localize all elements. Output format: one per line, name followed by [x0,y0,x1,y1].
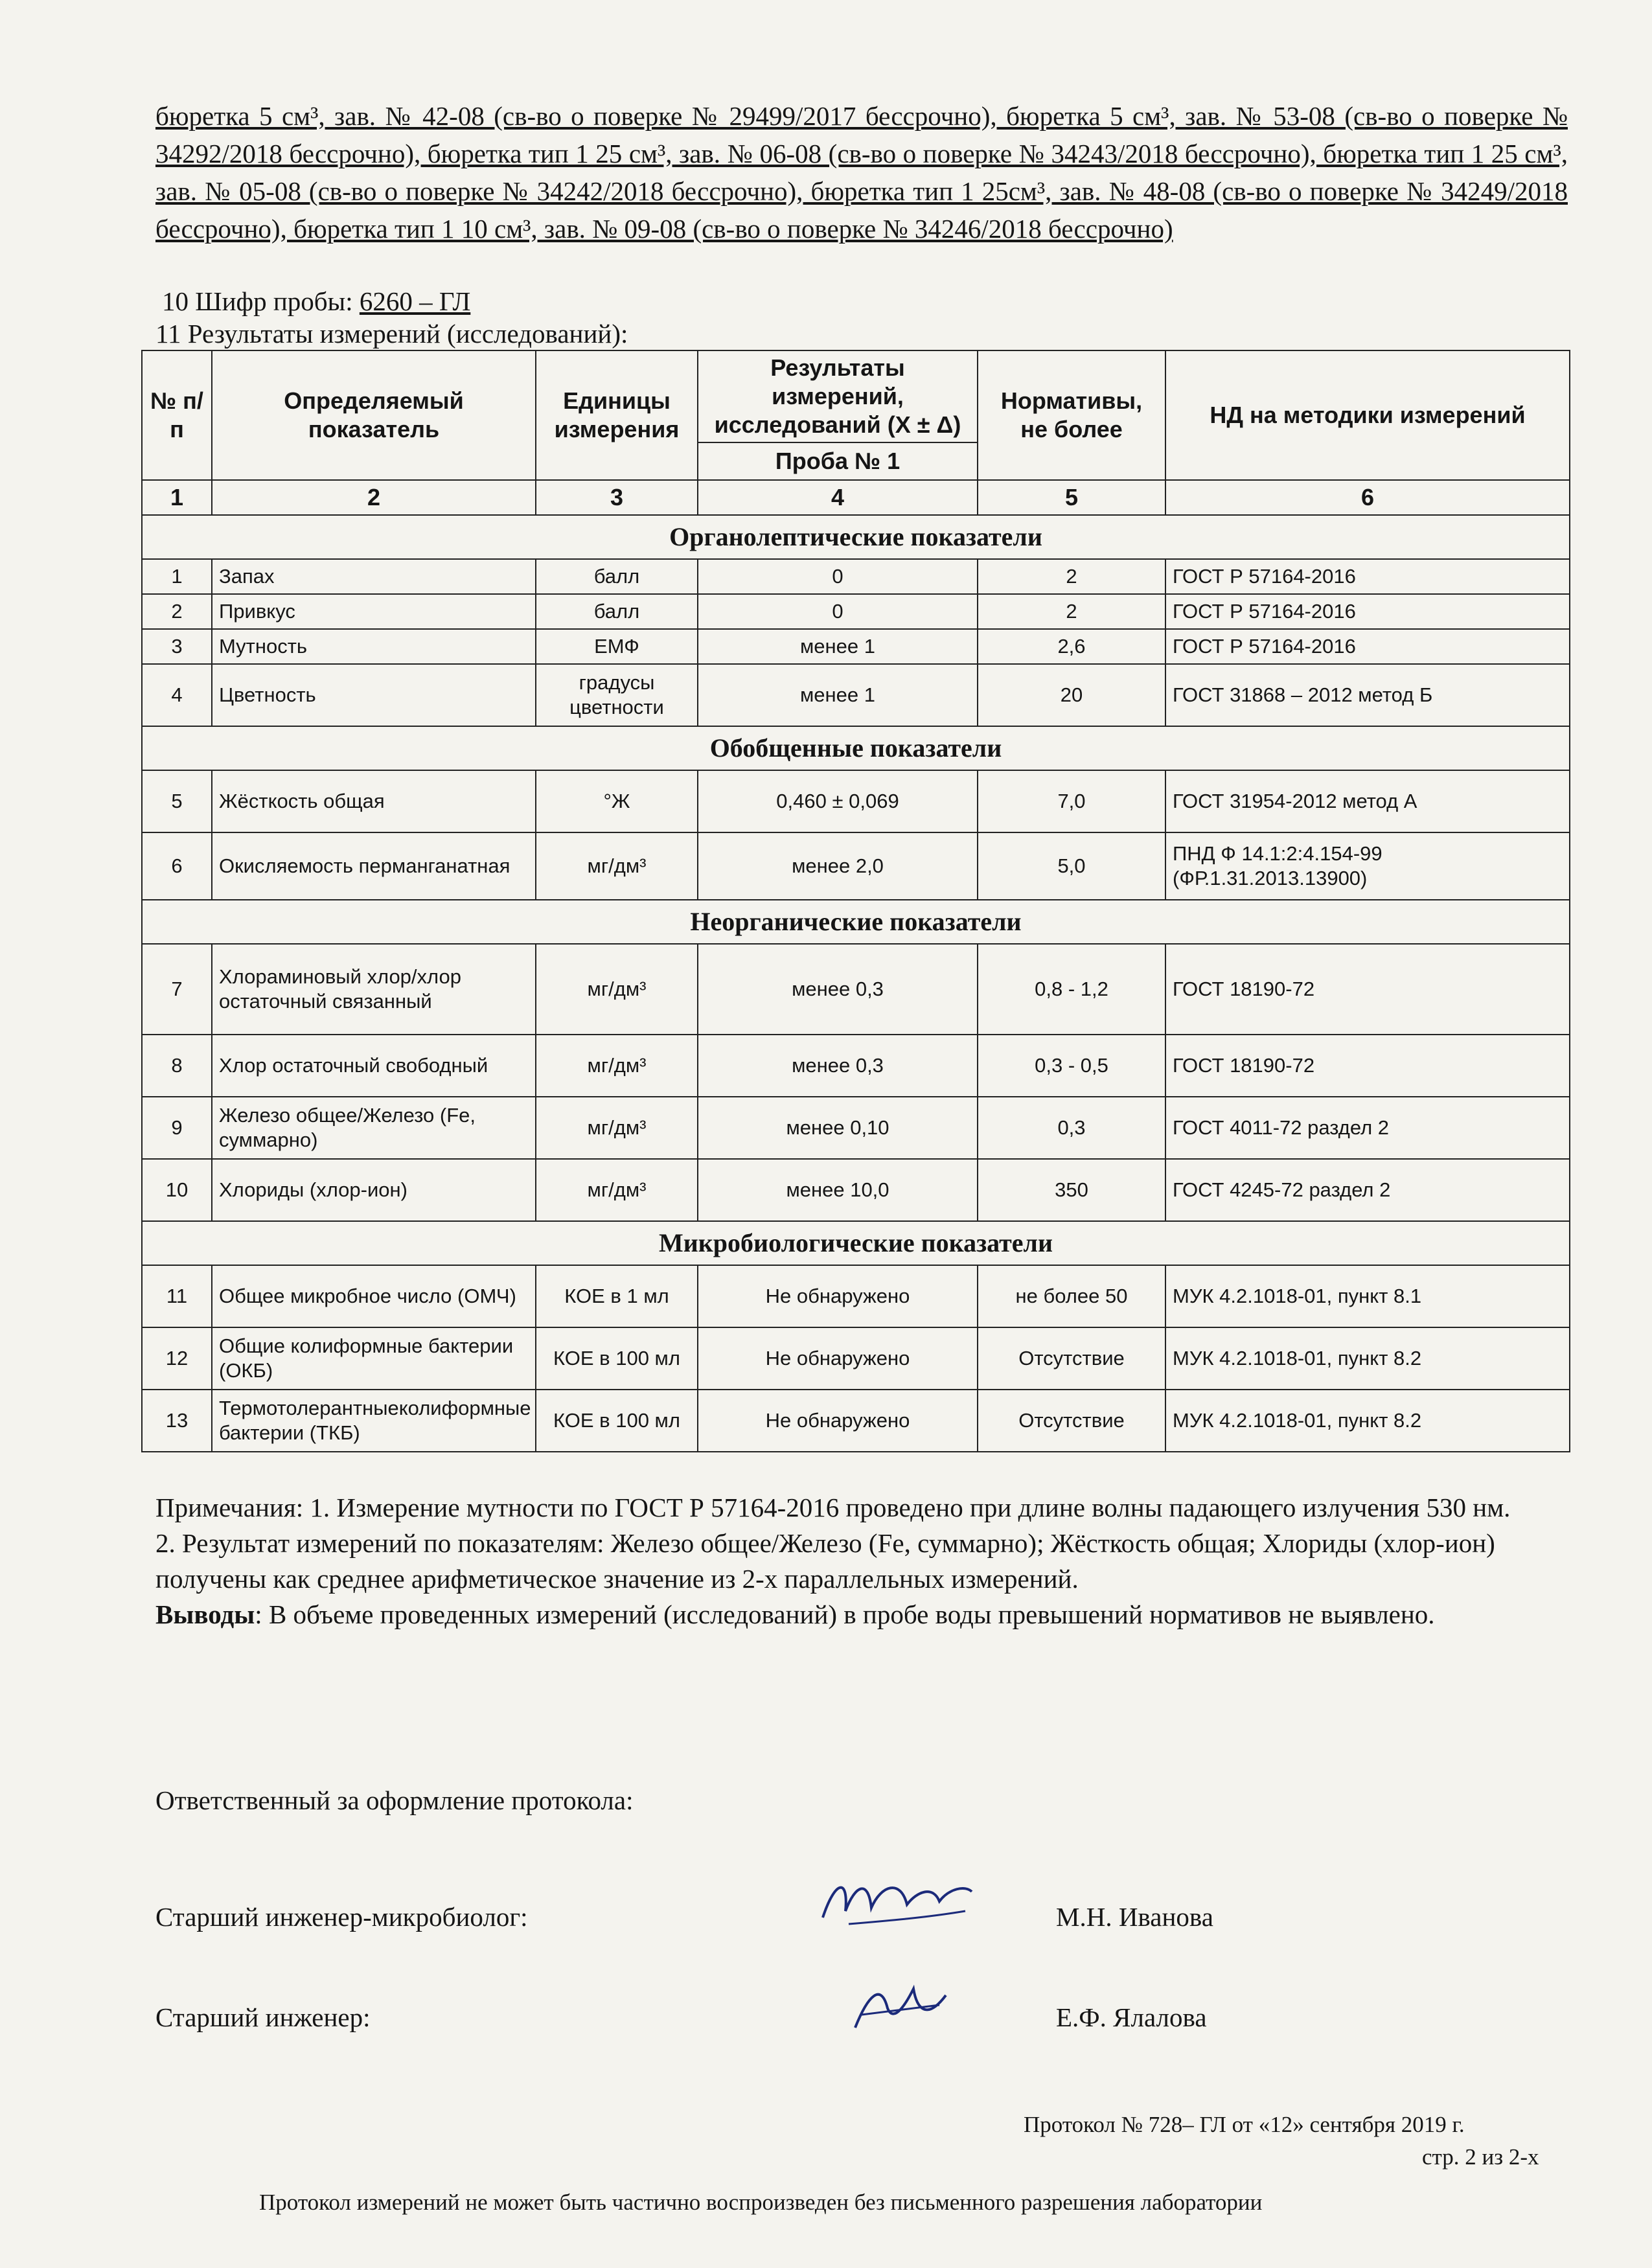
section-title: Органолептические показатели [142,515,1570,559]
row-result: менее 1 [698,664,978,726]
row-result: менее 1 [698,629,978,664]
row-indicator: Мутность [212,629,536,664]
row-num: 6 [142,832,212,900]
row-method: ГОСТ 4011-72 раздел 2 [1165,1097,1570,1159]
row-norm: 2 [978,559,1165,594]
col-number: 4 [698,480,978,515]
row-method: ГОСТ 31868 – 2012 метод Б [1165,664,1570,726]
row-norm: 20 [978,664,1165,726]
row-method: МУК 4.2.1018-01, пункт 8.1 [1165,1265,1570,1327]
table-row [142,1097,1570,1159]
row-norm: 0,3 - 0,5 [978,1035,1165,1097]
row-unit: градусы цветности [536,664,698,726]
table-row [142,832,1570,900]
row-method: ГОСТ 31954-2012 метод А [1165,770,1570,832]
row-unit: ЕМФ [536,629,698,664]
table-row [142,559,1570,594]
row-norm: Отсутствие [978,1390,1165,1452]
responsible-label: Ответственный за оформление протокола: [155,1785,634,1815]
section-title: Неорганические показатели [142,900,1570,944]
section-title: Обобщенные показатели [142,726,1570,770]
table-row [142,1327,1570,1390]
note-1: Примечания: 1. Измерение мутности по ГОСТ Р 57164-2016 проведено при длине волны падающего излучения 530 нм. [155,1493,1511,1522]
conclusion-text: : В объеме проведенных измерений (исследований) в пробе воды превышений нормативов не выявлено. [255,1599,1435,1629]
row-norm: 0,8 - 1,2 [978,944,1165,1035]
header-norms: Нормативы, не более [978,350,1165,480]
sample-code-line [162,284,470,319]
table-row [142,1390,1570,1452]
row-num: 9 [142,1097,212,1159]
row-indicator: Окисляемость перманганатная [212,832,536,900]
header-method: НД на методики измерений [1165,350,1570,480]
row-result: менее 0,3 [698,1035,978,1097]
note-2: 2. Результат измерений по показателям: Железо общее/Железо (Fe, суммарно); Жёсткость общая; Хлориды (хлор-ион) получены как среднее арифметическое значение из 2-х параллельных измерений. [155,1528,1495,1594]
conclusion [155,1597,1568,1632]
row-unit: мг/дм³ [536,1097,698,1159]
row-norm: 2 [978,594,1165,629]
row-method: ГОСТ 4245-72 раздел 2 [1165,1159,1570,1221]
role-microbiologist: Старший инженер-микробиолог: [155,1902,528,1932]
equipment-list-text: бюретка 5 см³, зав. № 42-08 (св-во о поверке № 29499/2017 бессрочно), бюретка 5 см³, зав. № 53-08 (св-во о поверке № 34292/2018 бессрочно), бюретка тип 1 25 см³, зав. № 06-08 (св-во о поверке № 34243/2018 бессрочно), бюретка тип 1 25 см³, зав. № 05-08 (св-во о поверке № 34242/2018 бессрочно), бюретка тип 1 25см³, зав. № 48-08 (св-во о поверке № 34249/2018 бессрочно), бюретка тип 1 10 см³, зав. № 09-08 (св-во о поверке № 34246/2018 бессрочно) [155,101,1568,244]
col-number: 1 [142,480,212,515]
row-unit: КОЕ в 100 мл [536,1390,698,1452]
row-method: ГОСТ Р 57164-2016 [1165,594,1570,629]
row-method: ГОСТ 18190-72 [1165,1035,1570,1097]
row-indicator: Хлор остаточный свободный [212,1035,536,1097]
header-indicator: Определяемый показатель [212,350,536,480]
row-indicator: Хлориды (хлор-ион) [212,1159,536,1221]
row-indicator: Термотолерантныеколиформные бактерии (ТКБ) [212,1390,536,1452]
row-result: 0,460 ± 0,069 [698,770,978,832]
row-result: Не обнаружено [698,1390,978,1452]
row-method: МУК 4.2.1018-01, пункт 8.2 [1165,1390,1570,1452]
row-unit: КОЕ в 100 мл [536,1327,698,1390]
col-number: 6 [1165,480,1570,515]
intro-paragraph [155,97,1568,247]
table-row [142,594,1570,629]
row-unit: КОЕ в 1 мл [536,1265,698,1327]
row-norm: 350 [978,1159,1165,1221]
row-norm: 5,0 [978,832,1165,900]
table-row [142,1159,1570,1221]
results-heading: 11 Результаты измерений (исследований): [155,319,628,349]
col-number: 5 [978,480,1165,515]
name-ivanova: М.Н. Иванова [1056,1902,1213,1932]
row-indicator: Привкус [212,594,536,629]
sample-code-label: 10 Шифр пробы: [162,286,360,316]
row-method: ПНД Ф 14.1:2:4.154-99 (ФР.1.31.2013.13900) [1165,832,1570,900]
row-method: ГОСТ Р 57164-2016 [1165,629,1570,664]
row-num: 12 [142,1327,212,1390]
row-unit: °Ж [536,770,698,832]
row-result: Не обнаружено [698,1327,978,1390]
row-num: 2 [142,594,212,629]
row-norm: Отсутствие [978,1327,1165,1390]
row-norm: 7,0 [978,770,1165,832]
row-indicator: Железо общее/Железо (Fe, суммарно) [212,1097,536,1159]
row-num: 10 [142,1159,212,1221]
col-number: 2 [212,480,536,515]
table-row [142,629,1570,664]
results-table [141,350,1570,1452]
row-unit: балл [536,559,698,594]
row-method: ГОСТ 18190-72 [1165,944,1570,1035]
row-result: 0 [698,559,978,594]
row-result: менее 10,0 [698,1159,978,1221]
row-result: Не обнаружено [698,1265,978,1327]
row-unit: мг/дм³ [536,1035,698,1097]
table-row [142,1035,1570,1097]
row-indicator: Цветность [212,664,536,726]
header-results: Результаты измерений, исследований (X ± Δ) [698,350,978,442]
protocol-number: Протокол № 728– ГЛ от «12» сентября 2019 г. [1024,2112,1465,2137]
page-number: стр. 2 из 2-х [1422,2144,1539,2170]
row-indicator: Хлораминовый хлор/хлор остаточный связанный [212,944,536,1035]
row-method: МУК 4.2.1018-01, пункт 8.2 [1165,1327,1570,1390]
row-num: 8 [142,1035,212,1097]
header-sample: Проба № 1 [698,442,978,480]
row-num: 4 [142,664,212,726]
row-indicator: Общее микробное число (ОМЧ) [212,1265,536,1327]
row-indicator: Запах [212,559,536,594]
table-row [142,770,1570,832]
table-row [142,664,1570,726]
notes-block [155,1490,1568,1632]
row-num: 7 [142,944,212,1035]
role-engineer: Старший инженер: [155,2002,371,2032]
row-result: менее 0,3 [698,944,978,1035]
row-norm: 0,3 [978,1097,1165,1159]
name-yalalova: Е.Ф. Ялалова [1056,2002,1207,2032]
row-num: 5 [142,770,212,832]
row-unit: мг/дм³ [536,944,698,1035]
row-norm: не более 50 [978,1265,1165,1327]
row-indicator: Жёсткость общая [212,770,536,832]
header-num: № п/п [142,350,212,480]
row-unit: балл [536,594,698,629]
row-result: менее 0,10 [698,1097,978,1159]
conclusion-label: Выводы [155,1599,255,1629]
row-num: 13 [142,1390,212,1452]
row-num: 11 [142,1265,212,1327]
signature-2 [836,1969,965,2041]
row-norm: 2,6 [978,629,1165,664]
col-number: 3 [536,480,698,515]
sample-code-value: 6260 – ГЛ [359,286,471,316]
disclaimer: Протокол измерений не может быть частично воспроизведен без письменного разрешения лаборатории [259,2190,1263,2215]
row-unit: мг/дм³ [536,832,698,900]
row-result: 0 [698,594,978,629]
row-result: менее 2,0 [698,832,978,900]
signature-1 [810,1866,978,1937]
table-row [142,1265,1570,1327]
row-num: 1 [142,559,212,594]
header-units: Единицы измерения [536,350,698,480]
row-method: ГОСТ Р 57164-2016 [1165,559,1570,594]
section-title: Микробиологические показатели [142,1221,1570,1265]
table-row [142,944,1570,1035]
row-num: 3 [142,629,212,664]
row-unit: мг/дм³ [536,1159,698,1221]
row-indicator: Общие колиформные бактерии (ОКБ) [212,1327,536,1390]
